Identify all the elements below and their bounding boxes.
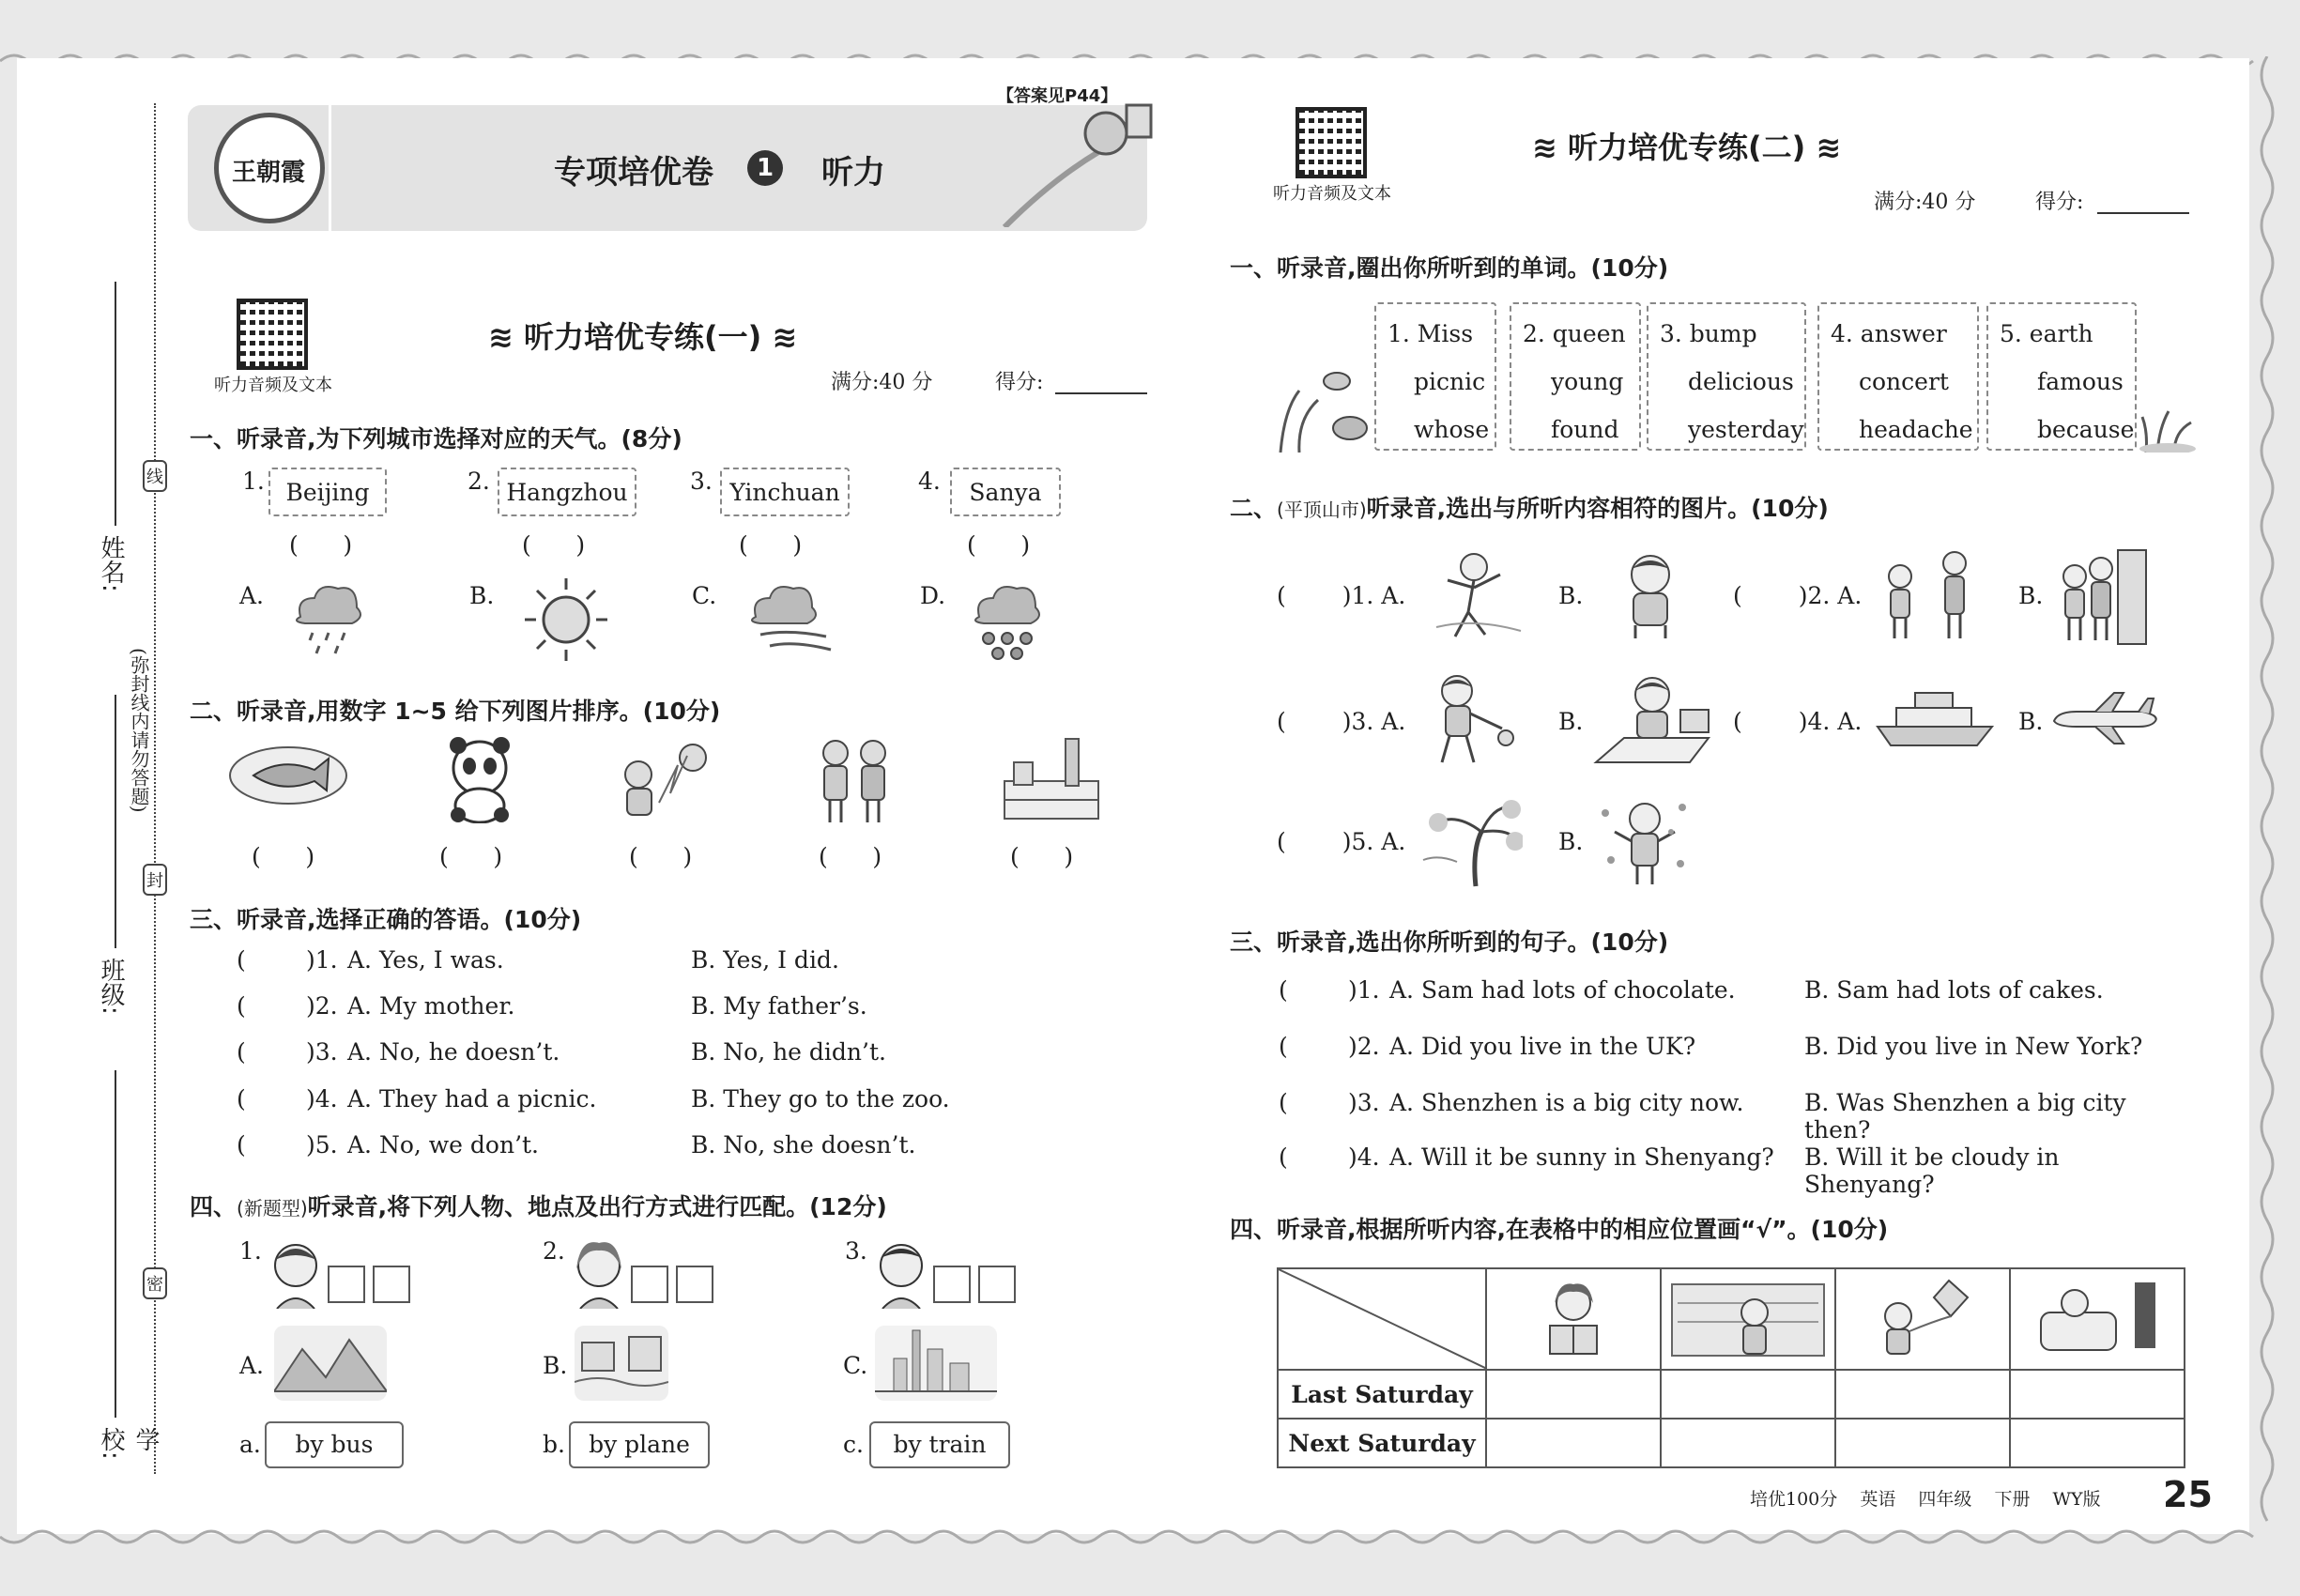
boy-avatar-icon [268, 1237, 324, 1309]
word-option[interactable]: 4. answer [1831, 320, 1947, 347]
word-option[interactable]: because [2037, 416, 2135, 443]
place-letter: C. [843, 1352, 868, 1379]
q3-option-a: A. Will it be sunny in Shenyang? [1389, 1143, 1774, 1171]
q3-option-b: B. No, she doesn’t. [691, 1131, 916, 1159]
q3-number: )4. [1348, 1143, 1380, 1171]
diagonal-line [1279, 1269, 1487, 1369]
q3-option-b: B. Was Shenzhen a big city then? [1804, 1089, 2126, 1143]
match-box-place[interactable] [933, 1266, 971, 1303]
word-group [1986, 302, 2137, 451]
transport-box [869, 1421, 1010, 1468]
reading-girl-icon [1531, 1275, 1616, 1359]
city-scene-icon [1000, 734, 1103, 823]
logo-badge [214, 113, 325, 223]
q3-option-a: A. Shenzhen is a big city now. [1389, 1089, 1744, 1116]
boy-greeting-icon [1876, 548, 1979, 642]
word-option[interactable]: headache [1859, 416, 1973, 443]
page-number: 25 [2163, 1474, 2213, 1515]
child-in-snow-icon [1596, 794, 1694, 888]
city-name: Hangzhou [506, 479, 628, 506]
city-number: 1. [242, 468, 265, 495]
answer-blank[interactable]: ( ) [439, 843, 503, 870]
coral-right-icon [2137, 404, 2199, 453]
q2-prefix: 二、 [1230, 495, 1278, 522]
word-group [1510, 302, 1641, 451]
banner-decoration-icon [995, 96, 1155, 227]
word-option[interactable]: picnic [1414, 368, 1486, 395]
city-number: 2. [468, 468, 490, 495]
word-option[interactable]: found [1551, 416, 1619, 443]
q2-option-b: B. [2018, 708, 2044, 735]
q2-item [1277, 582, 1405, 609]
answer-cell[interactable] [1486, 1370, 1661, 1419]
answer-cell[interactable] [1661, 1370, 1835, 1419]
q3-number: )3. [1348, 1089, 1380, 1116]
q3-option-b: B. They go to the zoo. [691, 1085, 950, 1113]
q2-item [1733, 582, 1862, 609]
school-label: 学校: [97, 1427, 160, 1460]
answer-paren[interactable]: ( [237, 1131, 246, 1159]
city-box [498, 468, 636, 516]
q3-option-b: B. Did you live in New York? [1804, 1033, 2143, 1060]
q3-number: )4. [306, 1085, 338, 1113]
answer-blank[interactable]: ( ) [739, 531, 803, 559]
q2-title-right [1230, 490, 1829, 524]
table-header-cell [1835, 1268, 2010, 1370]
snow-cloud-icon [965, 575, 1050, 664]
answer-blank[interactable]: ( ) [1010, 843, 1074, 870]
word-group [1817, 302, 1979, 451]
q3-row [1279, 976, 2180, 1010]
tv-girl-icon [2032, 1275, 2163, 1359]
word-group [1647, 302, 1806, 451]
city-name: Yinchuan [729, 479, 840, 506]
wave-deco-icon: ≋ [761, 319, 798, 355]
section-title-right-text: 听力培优专练(二) [1567, 130, 1806, 165]
transport-letter: c. [843, 1431, 864, 1458]
footer-edition: WY版 [2052, 1489, 2101, 1510]
q3-option-b: B. Yes, I did. [691, 946, 839, 974]
q3-option-a: A. Did you live in the UK? [1389, 1033, 1696, 1060]
q3-option-a: A. Sam had lots of chocolate. [1389, 976, 1736, 1004]
skyline-icon [875, 1326, 997, 1401]
fish-icon [225, 742, 352, 809]
answer-paren[interactable]: ( [237, 946, 246, 974]
q3-number: )1. [306, 946, 338, 974]
mountain-scene-icon [274, 1326, 387, 1401]
girl-avatar-icon [571, 1237, 627, 1309]
row-label-next-saturday: Next Saturday [1278, 1419, 1486, 1467]
q3-number: )2. [1348, 1033, 1380, 1060]
score-full-left: 满分:40 分 [831, 371, 933, 394]
q4-title-left [190, 1189, 887, 1222]
banner-topic: 听力 [821, 154, 885, 192]
logo-text: 王朝霞 [232, 159, 306, 187]
boys-at-door-icon [2052, 545, 2151, 648]
answer-paren[interactable]: ( [1277, 582, 1286, 609]
sun-icon [521, 575, 611, 665]
city-name: Beijing [285, 479, 370, 506]
word-option[interactable]: yesterday [1688, 416, 1804, 443]
transport-text: by plane [589, 1431, 690, 1458]
answer-paren[interactable]: ( [237, 1085, 246, 1113]
person-item [845, 1237, 1033, 1312]
word-group [1374, 302, 1496, 451]
shopping-girl-icon [1668, 1275, 1828, 1359]
match-box-place[interactable] [328, 1266, 365, 1303]
seal-mark-mi: 密 [143, 1267, 167, 1299]
table-header-cell [1486, 1268, 1661, 1370]
footer-series: 培优100分 [1750, 1489, 1838, 1510]
school-field-line[interactable] [115, 1070, 116, 1418]
city-number: 4. [918, 468, 941, 495]
answer-paren[interactable]: ( [1279, 1089, 1288, 1116]
banner-divider [329, 105, 331, 231]
q4-prefix: 四、 [190, 1193, 238, 1220]
transport-text: by bus [295, 1431, 374, 1458]
boy-playing-icon [1418, 672, 1521, 766]
q1-title-left: 一、听录音,为下列城市选择对应的天气。(8分) [190, 425, 682, 453]
q3-row [1279, 1089, 2180, 1143]
city-number: 3. [690, 468, 713, 495]
q3-row [237, 946, 1044, 980]
windy-cloud-icon [742, 575, 836, 664]
q3-title-right: 三、听录音,选出你所听到的句子。(10分) [1230, 928, 1669, 956]
q3-option-a: A. No, he doesn’t. [347, 1038, 560, 1066]
q2-tag: (平顶山市) [1277, 499, 1367, 521]
q3-row [237, 1038, 1044, 1072]
q3-number: )2. [306, 992, 338, 1020]
q2-option-b: B. [1558, 708, 1584, 735]
answer-paren[interactable]: ( [1733, 708, 1742, 735]
q3-option-a: A. They had a picnic. [347, 1085, 597, 1113]
footer-grade: 四年级 [1918, 1489, 1972, 1510]
transport-text: by train [893, 1431, 987, 1458]
transport-letter: a. [239, 1431, 261, 1458]
airplane-icon [2048, 689, 2161, 745]
answer-blank[interactable]: ( ) [819, 843, 882, 870]
q3-option-a: A. No, we don’t. [347, 1131, 540, 1159]
transport-box [569, 1421, 710, 1468]
class-label: 班级: [97, 958, 125, 1015]
city-box [268, 468, 387, 516]
score-field-right[interactable] [2097, 212, 2189, 214]
q4-tag: (新题型) [237, 1197, 308, 1220]
class-field-line[interactable] [115, 695, 116, 948]
q2-option-b: B. [1558, 828, 1584, 855]
person-item [239, 1237, 427, 1312]
transport-box [265, 1421, 404, 1468]
q2-option-b: B. [2018, 582, 2044, 609]
word-option[interactable]: 5. earth [2000, 320, 2093, 347]
row-label-last-saturday: Last Saturday [1278, 1370, 1486, 1419]
two-children-icon [807, 734, 901, 828]
paper-edge-bottom [0, 1523, 2300, 1551]
q4-title-text: 听录音,将下列人物、地点及出行方式进行匹配。(12分) [307, 1193, 887, 1220]
q2-number: )3. A. [1342, 708, 1406, 735]
answer-paren[interactable]: ( [1277, 828, 1286, 855]
footer-subject: 英语 [1860, 1489, 1896, 1510]
answer-cell[interactable] [2010, 1419, 2185, 1467]
q3-option-b: B. My father’s. [691, 992, 867, 1020]
windy-tree-icon [1419, 794, 1523, 888]
q3-row [237, 992, 1044, 1026]
q3-number: )3. [306, 1038, 338, 1066]
match-box-transport[interactable] [373, 1266, 410, 1303]
weather-option-letter: D. [920, 582, 946, 609]
qr-caption-right: 听力音频及文本 [1273, 184, 1391, 204]
answer-cell[interactable] [1835, 1419, 2010, 1467]
q4-title-right: 四、听录音,根据所听内容,在表格中的相应位置画“√”。(10分) [1230, 1216, 1889, 1243]
answer-paren[interactable]: ( [1279, 1143, 1288, 1171]
score-got-left: 得分: [995, 371, 1044, 394]
answer-paren[interactable]: ( [1279, 1033, 1288, 1060]
person-number: 3. [845, 1237, 867, 1265]
title-banner [188, 86, 1147, 231]
q2-title-text: 听录音,选出与所听内容相符的图片。(10分) [1366, 495, 1829, 522]
q3-option-b: B. Will it be cloudy in Shenyang? [1804, 1143, 2060, 1198]
answer-blank[interactable]: ( ) [289, 531, 353, 559]
footer-volume: 下册 [1994, 1489, 2031, 1510]
answer-paren[interactable]: ( [1279, 976, 1288, 1004]
activity-table [1277, 1267, 2185, 1468]
seal-note: (弥封线内请勿答题) [128, 648, 150, 813]
q3-title-left: 三、听录音,选择正确的答语。(10分) [190, 906, 582, 933]
place-letter: A. [239, 1352, 265, 1379]
name-field-line[interactable] [115, 282, 116, 526]
word-option[interactable]: 1. Miss [1388, 320, 1474, 347]
q3-option-a: A. Yes, I was. [347, 946, 504, 974]
kite-girl-icon [1866, 1275, 1979, 1359]
seal-mark-xian: 线 [143, 460, 167, 492]
word-option[interactable]: famous [2037, 368, 2124, 395]
person-number: 1. [239, 1237, 262, 1265]
q3-option-b: B. No, he didn’t. [691, 1038, 886, 1066]
panda-icon [439, 734, 520, 823]
answer-paren[interactable]: ( [1277, 708, 1286, 735]
match-box-transport[interactable] [676, 1266, 713, 1303]
table-header-cell [1661, 1268, 1835, 1370]
q3-row [1279, 1143, 2180, 1198]
answer-paren[interactable]: ( [1733, 582, 1742, 609]
q3-option-b: B. Sam had lots of cakes. [1804, 976, 2104, 1004]
answer-cell[interactable] [1835, 1370, 2010, 1419]
binding-margin [94, 94, 169, 1483]
place-letter: B. [543, 1352, 568, 1379]
q3-option-a: A. My mother. [347, 992, 515, 1020]
q3-number: )5. [306, 1131, 338, 1159]
answer-blank[interactable]: ( ) [252, 843, 315, 870]
sitting-boy-icon [1613, 550, 1688, 640]
boy-on-phone-icon [612, 737, 725, 821]
weather-option-letter: A. [239, 582, 265, 609]
q2-option-b: B. [1558, 582, 1584, 609]
answer-blank[interactable]: ( ) [522, 531, 586, 559]
person-item [543, 1237, 730, 1312]
q2-number: )2. A. [1798, 582, 1863, 609]
word-option[interactable]: delicious [1688, 368, 1794, 395]
transport-letter: b. [543, 1431, 565, 1458]
q2-number: )4. A. [1798, 708, 1863, 735]
city-box [720, 468, 850, 516]
answer-cell[interactable] [1486, 1419, 1661, 1467]
page-footer [1750, 1485, 2101, 1511]
q3-row [237, 1131, 1044, 1165]
weather-option-letter: B. [469, 582, 495, 609]
answer-blank[interactable]: ( ) [629, 843, 693, 870]
qr-code-left[interactable] [237, 299, 308, 370]
paper-edge-right [2253, 56, 2281, 1530]
q1-title-right: 一、听录音,圈出你所听到的单词。(10分) [1230, 254, 1669, 282]
q3-row [237, 1085, 1044, 1119]
boy-kite-icon [1418, 546, 1530, 640]
section-title-left-text: 听力培优专练(一) [523, 319, 762, 355]
match-box-transport[interactable] [978, 1266, 1016, 1303]
table-corner-cell [1278, 1268, 1486, 1370]
q2-item [1733, 708, 1862, 735]
seal-mark-feng: 封 [143, 864, 167, 896]
fish-coral-left-icon [1271, 362, 1374, 453]
q3-row [1279, 1033, 2180, 1067]
banner-title: 专项培优卷 [554, 154, 713, 192]
wave-deco-icon: ≋ [1532, 130, 1568, 165]
q2-item [1277, 828, 1405, 855]
wave-deco-icon: ≋ [1805, 130, 1842, 165]
q2-number: )1. A. [1342, 582, 1406, 609]
word-option[interactable]: young [1551, 368, 1624, 395]
answer-reference: 【答案见P44】 [997, 86, 1118, 106]
answer-paren[interactable]: ( [237, 992, 246, 1020]
q2-number: )5. A. [1342, 828, 1406, 855]
name-label: 姓名: [97, 535, 125, 592]
section-title-right [1532, 124, 1841, 167]
qr-caption-left: 听力音频及文本 [214, 376, 332, 395]
city-name: Sanya [969, 479, 1042, 506]
word-option[interactable]: 3. bump [1660, 320, 1757, 347]
word-option[interactable]: whose [1414, 416, 1490, 443]
word-option[interactable]: 2. queen [1523, 320, 1626, 347]
answer-blank[interactable]: ( ) [967, 531, 1031, 559]
table-header-cell [2010, 1268, 2185, 1370]
score-full-right: 满分:40 分 [1874, 191, 1976, 214]
banner-number-badge: 1 [747, 150, 783, 186]
person-number: 2. [543, 1237, 565, 1265]
word-option[interactable]: concert [1859, 368, 1949, 395]
answer-paren[interactable]: ( [237, 1038, 246, 1066]
ship-icon [1874, 683, 1996, 751]
weather-option-letter: C. [692, 582, 717, 609]
rain-cloud-icon [286, 575, 371, 659]
city-box [950, 468, 1061, 516]
boy-drawing-icon [1587, 672, 1718, 766]
score-got-right: 得分: [2035, 191, 2084, 214]
answer-cell[interactable] [1661, 1419, 1835, 1467]
wave-deco-icon: ≋ [488, 319, 524, 355]
match-box-place[interactable] [631, 1266, 668, 1303]
section-title-left [488, 314, 797, 357]
qr-code-right[interactable] [1296, 107, 1367, 178]
boy-avatar-icon [873, 1237, 929, 1309]
q2-title-left: 二、听录音,用数字 1~5 给下列图片排序。(10分) [190, 698, 721, 725]
q2-item [1277, 708, 1405, 735]
water-town-icon [575, 1326, 668, 1401]
q3-number: )1. [1348, 976, 1380, 1004]
answer-cell[interactable] [2010, 1370, 2185, 1419]
score-field-left[interactable] [1055, 392, 1147, 394]
